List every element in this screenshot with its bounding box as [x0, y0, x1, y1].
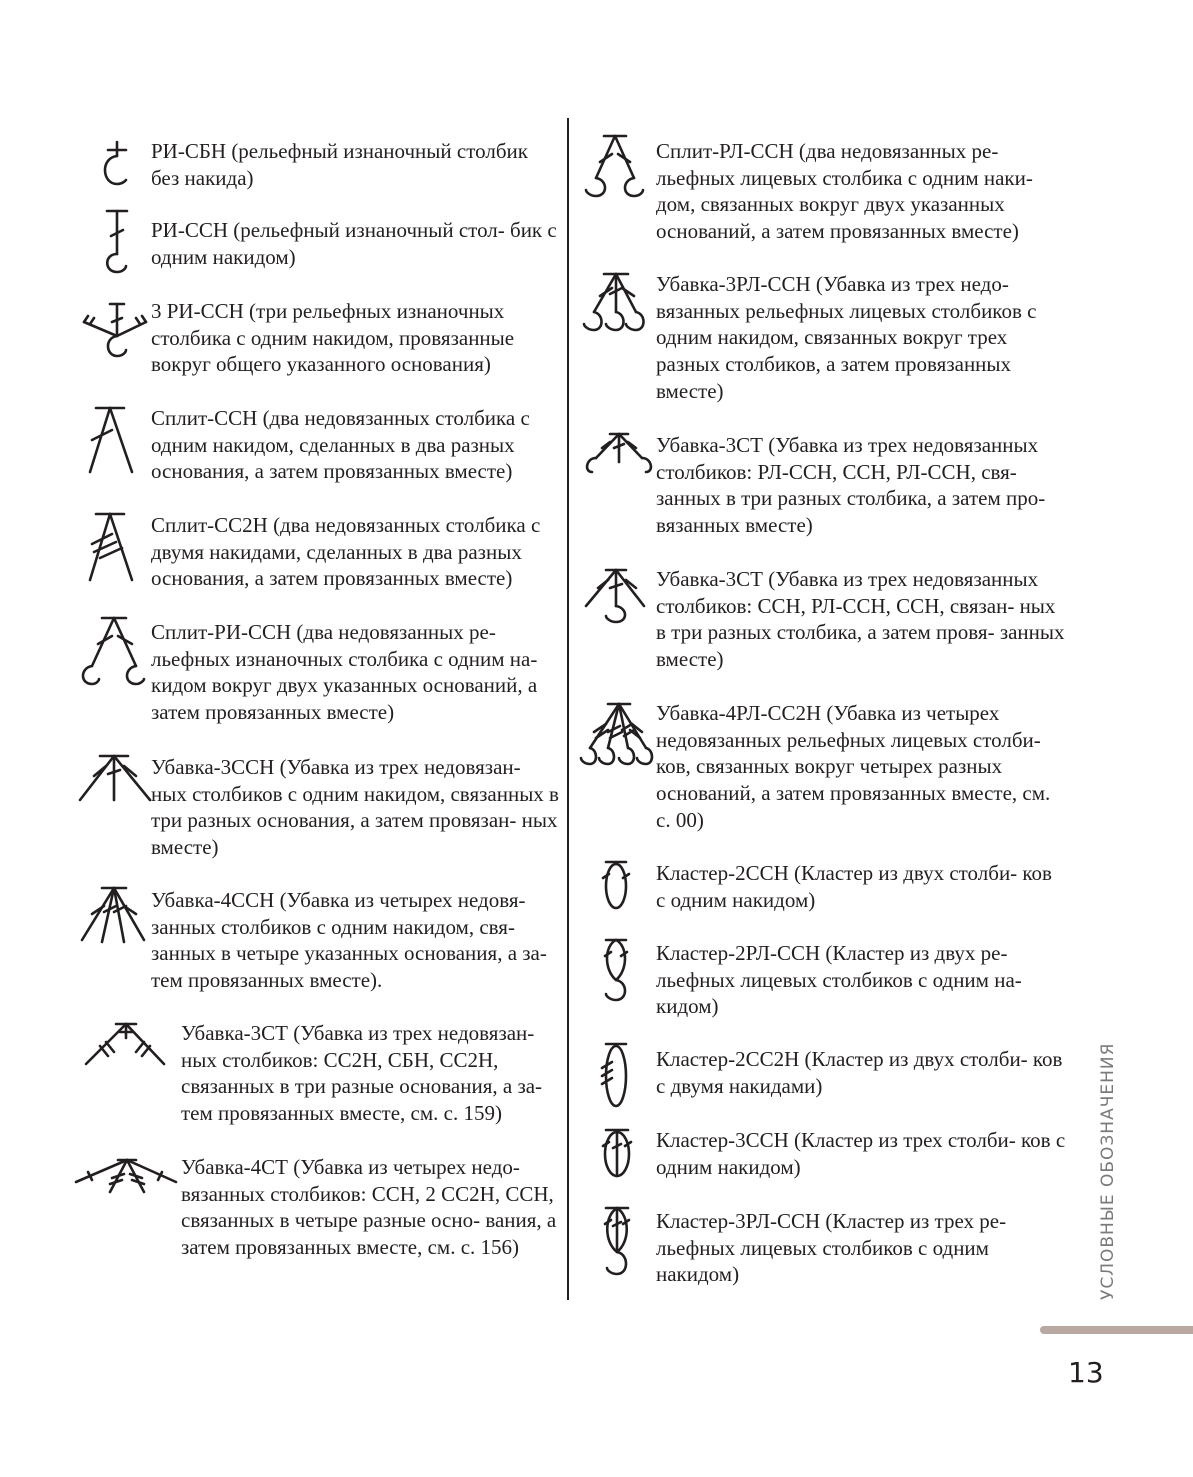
legend-text: Сплит-СС2Н (два недовязанных столбика с двумя накидами, сделанных в два разных основания, а затем провязанных вместе): [151, 513, 541, 591]
ubavka-3st-icon: [82, 1018, 168, 1068]
ri-sbn-icon: [98, 140, 138, 190]
ri-ssn-icon: [98, 208, 138, 276]
klaster-3rl-ssn-icon: [596, 1204, 640, 1280]
legend-text: Убавка-4СТ (Убавка из четырех недо- вязанных столбиков: ССН, 2 СС2Н, ССН, связанных в четыре разные осно- вания, а затем провязанных вместе, см. с. 156): [181, 1155, 557, 1260]
legend-text: РИ-СБН (рельефный изнаночный столбик без накида): [151, 139, 528, 190]
split-ssn-icon: [82, 404, 138, 476]
legend-text: Убавка-3СТ (Убавка из трех недовязан- ных столбиков: СС2Н, СБН, СС2Н, связанных в три разные основания, а за- тем провязанных вместе, см. с. 159): [181, 1021, 543, 1126]
legend-text: Кластер-2СС2Н (Кластер из двух столби- ков с двумя накидами): [656, 1047, 1063, 1098]
legend-text: Кластер-2РЛ-ССН (Кластер из двух ре- льефных лицевых столбиков с одним на- кидом): [656, 941, 1022, 1019]
legend-text: Убавка-4ССН (Убавка из четырех недовя- занных столбиков с одним накидом, свя- занных в четыре указанных основания, а за- тем провязанных вместе).: [151, 888, 547, 993]
legend-text: Убавка-3СТ (Убавка из трех недовязанных столбиков: ССН, РЛ-ССН, ССН, связан- ных в три разных столбика, а затем провя- занных вместе): [656, 567, 1065, 672]
ubavka-3ssn-icon: [76, 752, 156, 802]
legend-text: Сплит-РЛ-ССН (два недовязанных ре- льефных лицевых столбика с одним наки- дом, связанных вокруг двух указанных оснований, а затем провязанных вместе): [656, 139, 1033, 244]
klaster-3ssn-icon: [596, 1126, 640, 1182]
page-accent-bar: [1040, 1326, 1193, 1334]
split-ss2n-icon: [82, 510, 138, 584]
ubavka-4rl-ss2n-icon: [576, 700, 658, 770]
legend-text: Убавка-3СТ (Убавка из трех недовязанных столбиков: РЛ-ССН, ССН, РЛ-ССН, свя- занных в три разных столбика, а затем про- вязанных вместе): [656, 433, 1046, 538]
klaster-2ssn-icon: [596, 858, 636, 912]
column-divider: [567, 118, 569, 1300]
legend-text: Кластер-2ССН (Кластер из двух столби- ков с одним накидом): [656, 861, 1052, 912]
ubavka-3st-ssn-icon: [580, 566, 648, 626]
ubavka-4ssn-icon: [78, 884, 148, 944]
legend-text: Кластер-3РЛ-ССН (Кластер из трех ре- льефных лицевых столбиков с одним накидом): [656, 1209, 1007, 1287]
ubavka-3st-rl-icon: [580, 428, 656, 476]
klaster-2rl-ssn-icon: [596, 936, 636, 1006]
3-ri-ssn-icon: [80, 300, 150, 360]
legend-text: Убавка-4РЛ-СС2Н (Убавка из четырех недовязанных рельефных лицевых столби- ков, связанных вокруг четырех разных оснований, а затем провязанных вместе, см. с. 00): [656, 701, 1051, 832]
section-side-label: УСЛОВНЫЕ ОБОЗНАЧЕНИЯ: [1098, 1042, 1118, 1300]
legend-text: Кластер-3ССН (Кластер из трех столби- ков с одним накидом): [656, 1128, 1066, 1179]
legend-text: Сплит-ССН (два недовязанных столбика с одним накидом, сделанных в два разных основания, а затем провязанных вместе): [151, 406, 530, 484]
ubavka-4st-icon: [74, 1156, 178, 1196]
legend-text: РИ-ССН (рельефный изнаночный стол- бик с одним накидом): [151, 218, 557, 269]
ubavka-3rl-ssn-icon: [580, 270, 650, 334]
klaster-2ss2n-icon: [596, 1040, 636, 1112]
split-ri-ssn-icon: [78, 614, 152, 688]
split-rl-ssn-icon: [580, 132, 648, 200]
legend-text: Убавка-3ССН (Убавка из трех недовязан- ных столбиков с одним накидом, связанных в три разных основания, а затем провязан- ных вместе): [151, 755, 559, 860]
legend-text: 3 РИ-ССН (три рельефных изнаночных столбика с одним накидом, провязанные вокруг общего указанного основания): [151, 299, 515, 377]
page-number: 13: [1068, 1356, 1104, 1389]
legend-text: Убавка-3РЛ-ССН (Убавка из трех недо- вязанных рельефных лицевых столбиков с одним накидом, связанных вокруг трех разных столбиков, а затем провязанных вместе): [656, 272, 1037, 403]
legend-text: Сплит-РИ-ССН (два недовязанных ре- льефных изнаночных столбика с одним на- кидом вокруг двух указанных оснований, а затем провязанных вместе): [151, 620, 538, 725]
